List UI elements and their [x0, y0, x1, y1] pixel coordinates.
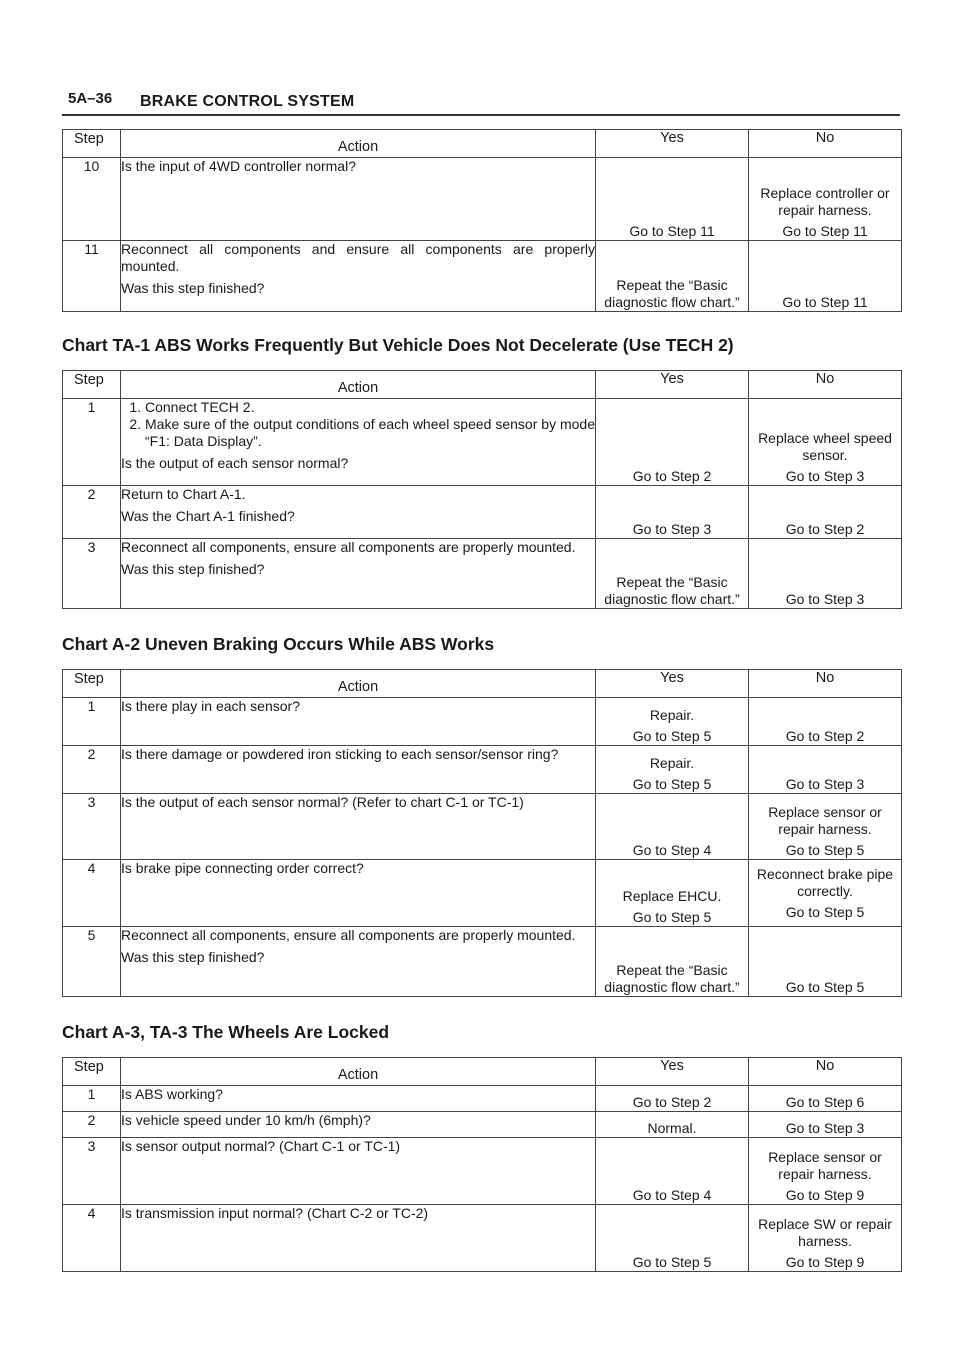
- step-number: 1: [63, 399, 121, 486]
- no-cell: Replace sensor or repair harness. Go to Step 9: [749, 1138, 902, 1205]
- table-header-row: [63, 371, 902, 399]
- header-yes: Yes: [596, 1058, 749, 1086]
- yes-cell: Repeat the “Basic diagnostic flow chart.”: [596, 539, 749, 609]
- table-chart-a2: [62, 669, 902, 997]
- header-rule: [62, 114, 900, 116]
- header-step: Step: [63, 1058, 121, 1086]
- action-cell: Is transmission input normal? (Chart C-2 or TC-2): [121, 1205, 596, 1272]
- section-title-a2: Chart A-2 Uneven Braking Occurs While ABS Works: [62, 634, 495, 654]
- table-row: [63, 698, 902, 746]
- no-cell: Go to Step 2: [749, 486, 902, 539]
- header-step: Step: [63, 670, 121, 698]
- action-cell: Return to Chart A-1. Was the Chart A-1 finished?: [121, 486, 596, 539]
- header-no: No: [749, 130, 902, 158]
- yes-cell: Go to Step 3: [596, 486, 749, 539]
- yes-cell: Repeat the “Basic diagnostic flow chart.”: [596, 241, 749, 312]
- step-number: 3: [63, 794, 121, 860]
- step-number: 1: [63, 698, 121, 746]
- table-header-row: [63, 1058, 902, 1086]
- header-action: Action: [121, 130, 596, 158]
- step-number: 2: [63, 746, 121, 794]
- table-row: [63, 399, 902, 486]
- section-title-ta1: Chart TA-1 ABS Works Frequently But Vehicle Does Not Decelerate (Use TECH 2): [62, 335, 734, 355]
- action-cell: Is there damage or powdered iron sticking to each sensor/sensor ring?: [121, 746, 596, 794]
- action-cell: Is sensor output normal? (Chart C-1 or TC-1): [121, 1138, 596, 1205]
- table-row: [63, 927, 902, 997]
- yes-cell: Go to Step 4: [596, 1138, 749, 1205]
- yes-cell: Go to Step 2: [596, 1086, 749, 1112]
- no-cell: Go to Step 6: [749, 1086, 902, 1112]
- header-no: No: [749, 371, 902, 399]
- action-cell: Is brake pipe connecting order correct?: [121, 860, 596, 927]
- action-list-item: 1. Connect TECH 2.: [145, 399, 595, 416]
- header-yes: Yes: [596, 130, 749, 158]
- yes-cell: Go to Step 11: [596, 158, 749, 241]
- yes-cell: Normal.: [596, 1112, 749, 1138]
- yes-cell: Go to Step 5: [596, 1205, 749, 1272]
- table-row: [63, 746, 902, 794]
- table-row: [63, 241, 902, 312]
- no-cell: Replace controller or repair harness. Go to Step 11: [749, 158, 902, 241]
- no-cell: Go to Step 5: [749, 927, 902, 997]
- header-step: Step: [63, 371, 121, 399]
- action-cell: Reconnect all components, ensure all components are properly mounted. Was this step finished?: [121, 927, 596, 997]
- table-row: [63, 794, 902, 860]
- table-row: [63, 158, 902, 241]
- action-cell: Is vehicle speed under 10 km/h (6mph)?: [121, 1112, 596, 1138]
- yes-cell: Go to Step 2: [596, 399, 749, 486]
- step-number: 3: [63, 1138, 121, 1205]
- table-header-row: [63, 130, 902, 158]
- table-row: [63, 539, 902, 609]
- table-chart-ta1: [62, 370, 902, 609]
- table-chart-a3: [62, 1057, 902, 1272]
- table-row: [63, 1138, 902, 1205]
- table-header-row: [63, 670, 902, 698]
- no-cell: Go to Step 11: [749, 241, 902, 312]
- action-cell: Is ABS working?: [121, 1086, 596, 1112]
- step-number: 5: [63, 927, 121, 997]
- action-list-item: 2. Make sure of the output conditions of each wheel speed sensor by mode “F1: Data Display”.: [145, 416, 595, 450]
- yes-cell: Repair. Go to Step 5: [596, 746, 749, 794]
- step-number: 11: [63, 241, 121, 312]
- header-no: No: [749, 670, 902, 698]
- no-cell: Go to Step 2: [749, 698, 902, 746]
- no-cell: Replace sensor or repair harness. Go to Step 5: [749, 794, 902, 860]
- no-cell: Replace wheel speed sensor. Go to Step 3: [749, 399, 902, 486]
- action-cell: Is there play in each sensor?: [121, 698, 596, 746]
- step-number: 4: [63, 1205, 121, 1272]
- step-number: 2: [63, 486, 121, 539]
- action-cell: 1. Connect TECH 2. 2. Make sure of the output conditions of each wheel speed sensor by mode “F1: Data Display”. Is the output of each sensor normal?: [121, 399, 596, 486]
- yes-cell: Repair. Go to Step 5: [596, 698, 749, 746]
- action-cell: Reconnect all components and ensure all components are properly mounted. Was this step finished?: [121, 241, 596, 312]
- table-row: [63, 860, 902, 927]
- no-cell: Go to Step 3: [749, 539, 902, 609]
- header-step: Step: [63, 130, 121, 158]
- step-number: 10: [63, 158, 121, 241]
- yes-cell: Go to Step 4: [596, 794, 749, 860]
- no-cell: Replace SW or repair harness. Go to Step 9: [749, 1205, 902, 1272]
- action-cell: Reconnect all components, ensure all components are properly mounted. Was this step finished?: [121, 539, 596, 609]
- table-row: [63, 1205, 902, 1272]
- step-number: 3: [63, 539, 121, 609]
- page-title: BRAKE CONTROL SYSTEM: [140, 93, 355, 110]
- table-row: [63, 1086, 902, 1112]
- no-cell: Go to Step 3: [749, 1112, 902, 1138]
- header-yes: Yes: [596, 670, 749, 698]
- header-action: Action: [121, 371, 596, 399]
- no-cell: Go to Step 3: [749, 746, 902, 794]
- yes-cell: Replace EHCU. Go to Step 5: [596, 860, 749, 927]
- header-yes: Yes: [596, 371, 749, 399]
- action-cell: Is the output of each sensor normal? (Refer to chart C-1 or TC-1): [121, 794, 596, 860]
- page-number: 5A–36: [68, 90, 113, 107]
- step-number: 4: [63, 860, 121, 927]
- step-number: 2: [63, 1112, 121, 1138]
- table-row: [63, 1112, 902, 1138]
- action-cell: Is the input of 4WD controller normal?: [121, 158, 596, 241]
- table-continued: [62, 129, 902, 312]
- yes-cell: Repeat the “Basic diagnostic flow chart.”: [596, 927, 749, 997]
- no-cell: Reconnect brake pipe correctly. Go to Step 5: [749, 860, 902, 927]
- header-action: Action: [121, 1058, 596, 1086]
- step-number: 1: [63, 1086, 121, 1112]
- header-no: No: [749, 1058, 902, 1086]
- section-title-a3: Chart A-3, TA-3 The Wheels Are Locked: [62, 1022, 390, 1042]
- table-row: [63, 486, 902, 539]
- header-action: Action: [121, 670, 596, 698]
